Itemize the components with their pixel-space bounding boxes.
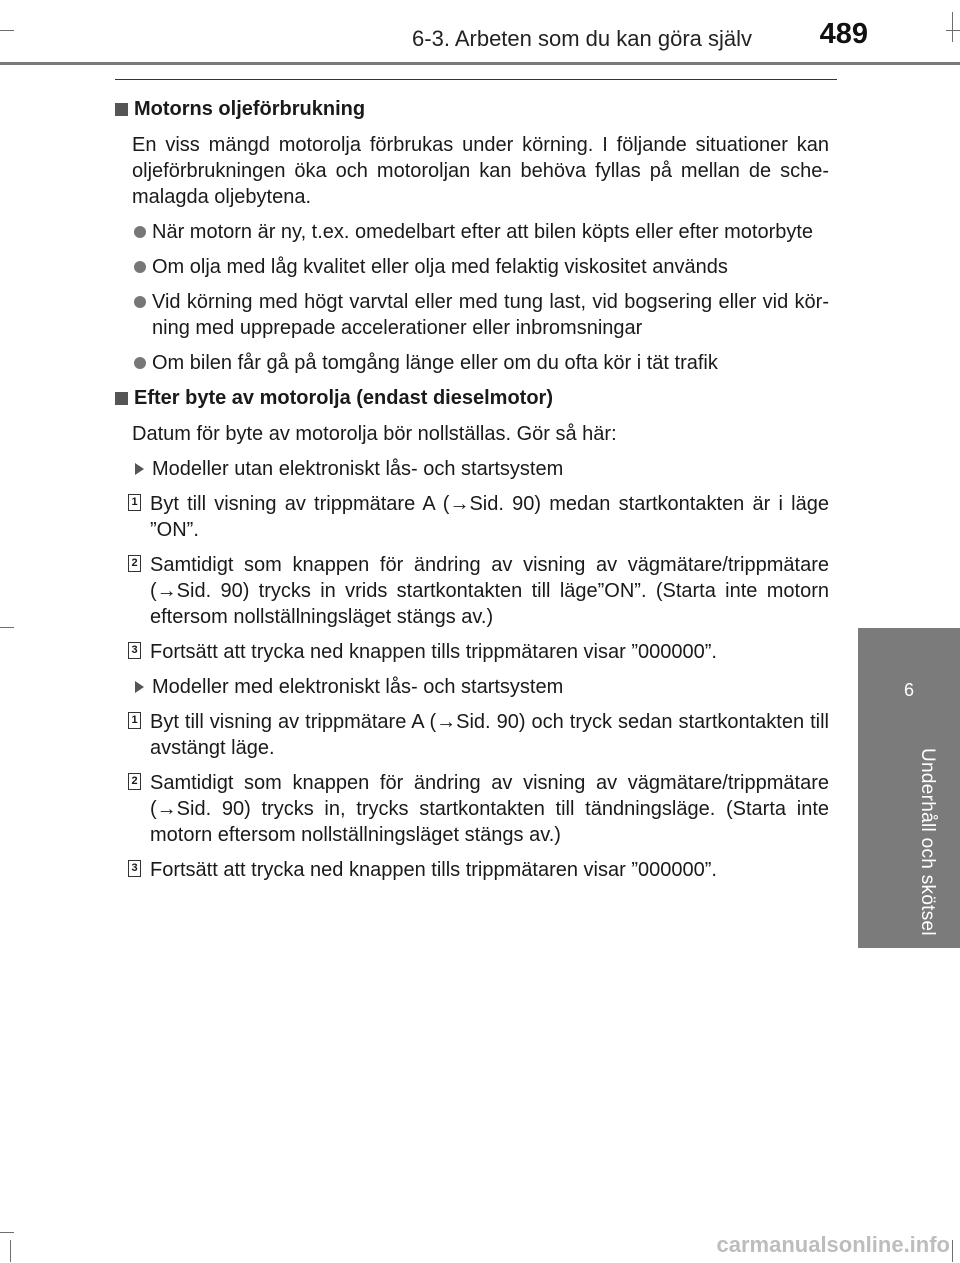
step-item [128, 770, 829, 848]
model-heading-without-smart-key [132, 456, 829, 482]
model-heading-with-smart-key [132, 674, 829, 700]
header-rule [0, 62, 960, 65]
list-item [132, 350, 829, 376]
section-title-text: Efter byte av motorolja (endast dieselmotor) [134, 387, 553, 409]
step-number-box: 2 [128, 773, 141, 790]
step-text: Fortsätt att trycka ned knappen tills trippmätaren visar ”000000”. [150, 641, 717, 663]
step-number-box: 2 [128, 555, 141, 572]
chapter-number: 6 [903, 680, 914, 700]
model-heading-text: Modeller utan elektroniskt lås- och startsystem [152, 458, 564, 480]
circle-bullet-icon [134, 226, 146, 238]
section-title-oil-consumption [113, 96, 829, 122]
crop-mark [0, 1232, 14, 1233]
main-content [113, 96, 829, 892]
step-text: Samtidigt som knappen för ändring av visning av vägmätare/trippmätare (→Sid. 90) trycks in, trycks startkontakten till tändningsläge. (Starta inte motorn eftersom nollställningsläget stängs av.) [150, 772, 829, 846]
triangle-right-icon [135, 463, 144, 475]
step-item [128, 709, 829, 761]
step-item [128, 857, 829, 883]
oil-consumption-intro: En viss mängd motorolja förbrukas under körning. I följande situationer kan oljeförbrukningen öka och motoroljan kan behöva fyllas på mellan de sche- malagda oljebytena. [132, 134, 829, 208]
page-number: 489 [819, 18, 868, 50]
circle-bullet-icon [134, 357, 146, 369]
chapter-name: Underhåll och skötsel [917, 748, 938, 936]
triangle-right-icon [135, 681, 144, 693]
list-item-text: Om bilen får gå på tomgång länge eller om du ofta kör i tät trafik [152, 352, 718, 374]
step-item [128, 552, 829, 630]
square-bullet-icon [115, 103, 128, 116]
crop-mark [10, 1240, 11, 1262]
square-bullet-icon [115, 392, 128, 405]
crop-mark [952, 1240, 953, 1262]
crop-mark [952, 12, 953, 42]
step-item [128, 491, 829, 543]
list-item [132, 289, 829, 341]
oil-change-intro: Datum för byte av motorolja bör nollställas. Gör så här: [132, 423, 617, 445]
step-number-box: 1 [128, 712, 141, 729]
crop-mark [946, 30, 960, 31]
step-text: Fortsätt att trycka ned knappen tills trippmätaren visar ”000000”. [150, 859, 717, 881]
list-item [132, 219, 829, 245]
list-item [132, 254, 829, 280]
step-text: Byt till visning av trippmätare A (→Sid. 90) medan startkontakten är i läge ”ON”. [150, 493, 829, 541]
section-title-oil-change [113, 385, 829, 411]
step-number-box: 3 [128, 860, 141, 877]
list-item-text: Om olja med låg kvalitet eller olja med felaktig viskositet används [152, 256, 728, 278]
page-header-title: 6-3. Arbeten som du kan göra själv [412, 26, 752, 51]
crop-mark [0, 30, 14, 31]
watermark: carmanualsonline.info [716, 1232, 950, 1257]
list-item-text: När motorn är ny, t.ex. omedelbart efter att bilen köpts eller efter motorbyte [152, 221, 814, 243]
list-item-text: Vid körning med högt varvtal eller med tung last, vid bogsering eller vid kör- ning med upprepade accelerationer eller inbromsningar [152, 291, 829, 339]
crop-mark [0, 627, 14, 628]
circle-bullet-icon [134, 261, 146, 273]
step-item [128, 639, 829, 665]
model-heading-text: Modeller med elektroniskt lås- och startsystem [152, 676, 564, 698]
step-number-box: 1 [128, 494, 141, 511]
chapter-side-tab [858, 628, 960, 948]
section-title-text: Motorns oljeförbrukning [134, 98, 366, 120]
step-text: Samtidigt som knappen för ändring av visning av vägmätare/trippmätare (→Sid. 90) trycks in vrids startkontakten till läge”ON”. (Starta inte motorn eftersom nollställningsläget stängs av.) [150, 554, 829, 628]
circle-bullet-icon [134, 296, 146, 308]
step-number-box: 3 [128, 642, 141, 659]
step-text: Byt till visning av trippmätare A (→Sid. 90) och tryck sedan startkontakten till avstängt läge. [150, 711, 829, 759]
content-rule [115, 79, 837, 80]
